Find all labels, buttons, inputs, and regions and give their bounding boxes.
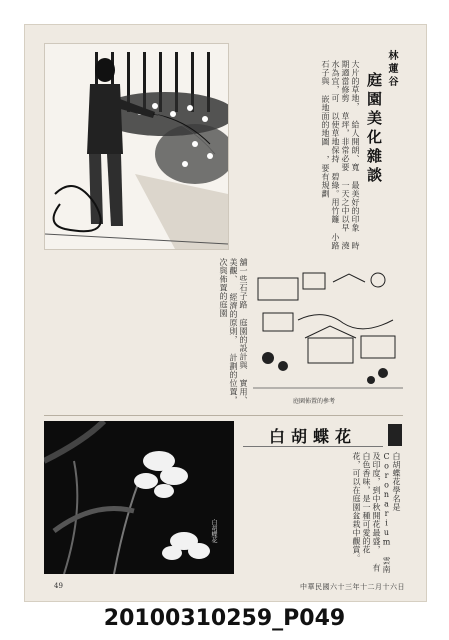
bottom-article-title: 白胡蝶花: [243, 424, 383, 447]
body-column: 舖一些石子路: [239, 258, 248, 309]
body-column: 一天之中以早: [341, 181, 350, 232]
gardener-drawing: [45, 44, 228, 249]
section-divider: [44, 415, 403, 416]
gardener-illustration: [44, 43, 229, 250]
body-column: ，要有規劃: [321, 155, 330, 198]
body-column: 次與佈置的庭園: [219, 258, 228, 318]
body-column: 有白色香味，是一種可愛的花: [362, 452, 381, 572]
article-body-middle: [50, 258, 248, 408]
article-title: 庭園美化雜談: [365, 72, 383, 186]
body-column: 嵌地面的地圖: [321, 95, 330, 146]
white-butterfly-flower-image: [44, 421, 234, 574]
flower-photo: [44, 421, 234, 574]
title-decoration: [388, 424, 402, 446]
bottom-article-body: [245, 452, 401, 574]
body-column: 小路石子與: [321, 60, 340, 250]
article-body-top: [232, 60, 360, 250]
body-column: 澆水為宜，可: [331, 60, 350, 250]
issue-date: 中華民國六十三年十二月十六日: [300, 583, 405, 591]
body-column: 大片的草地，: [351, 60, 360, 111]
body-column: 經濟的原則，: [229, 293, 238, 344]
body-column: 白胡蝶花學名是Coronarium: [382, 452, 401, 547]
body-column: 給人開朗、寬: [351, 120, 360, 172]
body-column: 雲南及印度，到中秋開花最盛，: [372, 452, 391, 574]
page-number: 49: [54, 582, 63, 590]
sketch-caption: 庭園佈置的參考: [293, 398, 336, 405]
image-label: 20100310259_P049: [103, 606, 346, 631]
body-column: 以使草地保持: [331, 112, 340, 163]
body-column: 計劃的位置，: [229, 353, 238, 405]
photo-caption: 白胡蝶花: [210, 519, 217, 543]
garden-plan-drawing: [253, 268, 403, 408]
body-column: 碧綠。用竹籬: [331, 172, 340, 224]
author-name: 林蓮谷: [386, 50, 397, 89]
body-column: 庭園的設計與: [239, 318, 248, 370]
body-column: 最美好的印象: [351, 181, 360, 232]
body-column: 花，可以在庭園盆栽中觀賞。: [352, 452, 361, 563]
body-column: 時期適當修剪: [341, 60, 360, 250]
body-column: 草坪，非常必要: [341, 112, 350, 172]
body-column: 實用、美觀、: [229, 258, 248, 405]
garden-plan-sketch: [253, 268, 403, 408]
